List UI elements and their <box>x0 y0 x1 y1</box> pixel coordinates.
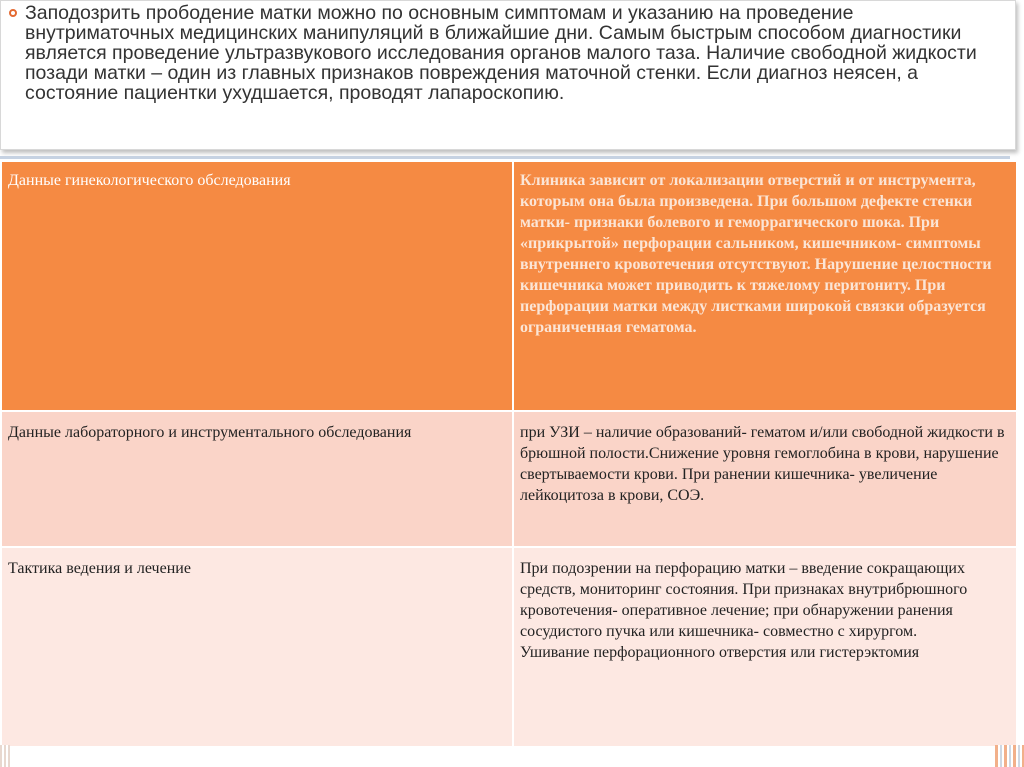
divider-bar <box>0 156 1010 159</box>
intro-box <box>0 0 1016 150</box>
row-content: при УЗИ – наличие образований- гематом и/или свободной жидкости в брюшной полости.Снижение уровня гемоглобина в крови, нарушение свертываемости крови. При ранении кишечника- увеличение лейкоцитоза в крови, СОЭ. <box>513 411 1017 547</box>
row-label: Данные гинекологического обследования <box>1 161 513 411</box>
intro-paragraph: Заподозрить прободение матки можно по основным симптомам и указанию на проведение внутриматочных медицинских манипуляций в ближайшие дни. Самым быстрым способом диагностики является проведение ультразвукового исследования органов малого таза. Наличие свободной жидкости позади матки – один из главных признаков повреждения маточной стенки. Если диагноз неясен, а состояние пациентки ухудшается, проводят лапароскопию. <box>25 2 977 104</box>
table-row <box>1 161 1017 411</box>
row-content: При подозрении на перфорацию матки – введение сокращающих средств, мониторинг состояния. При признаках внутрибрюшного кровотечения- оперативное лечение; при обнаружении ранения сосудистого пучка или кишечника- совместно с хирургом. Ушивание перфорационного отверстия или гистерэктомия <box>513 547 1017 747</box>
info-table <box>0 160 1018 748</box>
row-content: Клиника зависит от локализации отверстий и от инструмента, которым она была произведена. При большом дефекте стенки матки- признаки болевого и геморрагического шока. При «прикрытой» перфорации сальником, кишечником- симптомы внутреннего кровотечения отсутствуют. Нарушение целостности кишечника может приводить к тяжелому перитониту. При перфорации матки между листками широкой связки образуется ограниченная гематома. <box>513 161 1017 411</box>
decorative-stripes-left <box>0 745 10 767</box>
row-label: Данные лабораторного и инструментального обследования <box>1 411 513 547</box>
circle-bullet-icon <box>9 9 17 17</box>
table-row <box>1 411 1017 547</box>
table-row <box>1 547 1017 747</box>
row-label: Тактика ведения и лечение <box>1 547 513 747</box>
decorative-stripes-right <box>995 745 1024 767</box>
